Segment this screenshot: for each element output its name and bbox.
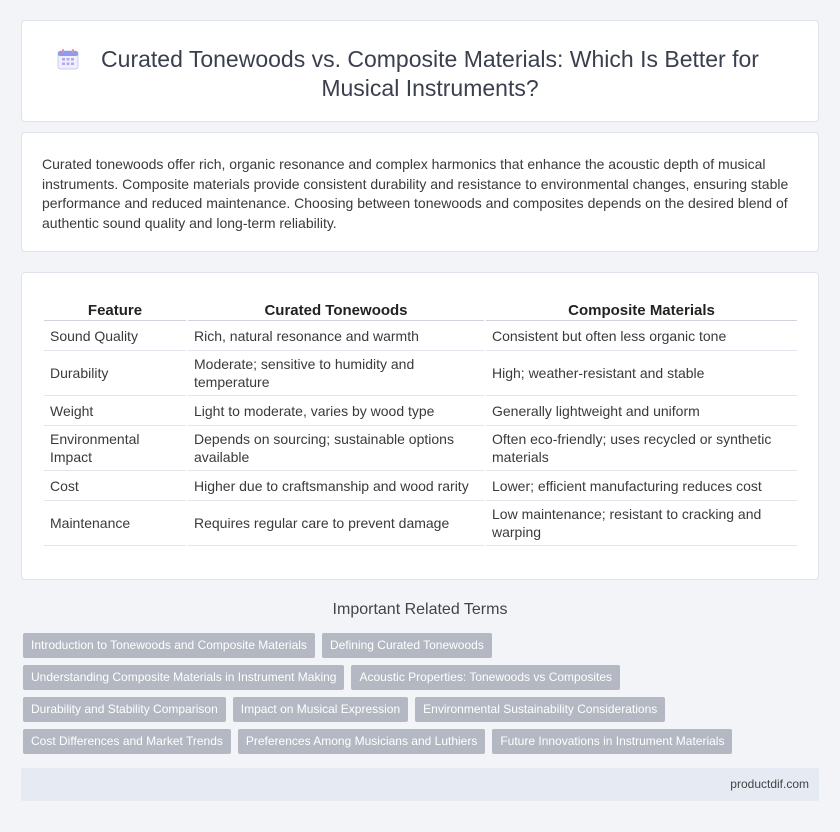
related-term-tag[interactable]: Future Innovations in Instrument Materials xyxy=(492,729,732,754)
related-term-tag[interactable]: Understanding Composite Materials in Instrument Making xyxy=(23,665,344,690)
table-header-row xyxy=(44,297,797,321)
row-feature: Weight xyxy=(44,396,186,426)
table-row xyxy=(44,426,797,471)
row-composites: Often eco-friendly; uses recycled or synthetic materials xyxy=(486,426,797,471)
table-row xyxy=(44,471,797,501)
row-feature: Sound Quality xyxy=(44,321,186,351)
row-feature: Environmental Impact xyxy=(44,426,186,471)
intro-paragraph: Curated tonewoods offer rich, organic resonance and complex harmonics that enhance the acoustic depth of musical instruments. Composite materials provide consistent durability and resistance to environmental changes, ensuring stable performance and reduced maintenance. Choosing between tonewoods and composites depends on the desired blend of authentic sound quality and long-term reliability. xyxy=(42,156,789,231)
related-term-tag[interactable]: Introduction to Tonewoods and Composite Materials xyxy=(23,633,315,658)
related-term-tag[interactable]: Impact on Musical Expression xyxy=(233,697,408,722)
row-composites: Lower; efficient manufacturing reduces cost xyxy=(486,471,797,501)
row-tonewoods: Moderate; sensitive to humidity and temperature xyxy=(188,351,484,396)
related-term-tag[interactable]: Preferences Among Musicians and Luthiers xyxy=(238,729,485,754)
related-term-tag[interactable]: Cost Differences and Market Trends xyxy=(23,729,231,754)
row-composites: High; weather-resistant and stable xyxy=(486,351,797,396)
header-feature: Feature xyxy=(44,297,186,321)
row-tonewoods: Depends on sourcing; sustainable options available xyxy=(188,426,484,471)
row-tonewoods: Higher due to craftsmanship and wood rarity xyxy=(188,471,484,501)
row-feature: Durability xyxy=(44,351,186,396)
table-row xyxy=(44,321,797,351)
row-tonewoods: Light to moderate, varies by wood type xyxy=(188,396,484,426)
table-row xyxy=(44,351,797,396)
related-term-tag[interactable]: Environmental Sustainability Considerations xyxy=(415,697,665,722)
intro-card xyxy=(21,132,819,252)
comparison-table xyxy=(42,297,799,546)
row-composites: Low maintenance; resistant to cracking and warping xyxy=(486,501,797,546)
footer-site-link[interactable]: productdif.com xyxy=(730,777,809,791)
row-composites: Consistent but often less organic tone xyxy=(486,321,797,351)
tag-row xyxy=(23,633,823,658)
row-feature: Cost xyxy=(44,471,186,501)
tag-row xyxy=(23,697,823,722)
row-feature: Maintenance xyxy=(44,501,186,546)
related-term-tag[interactable]: Durability and Stability Comparison xyxy=(23,697,226,722)
comparison-card xyxy=(21,272,819,580)
table-row xyxy=(44,396,797,426)
table-row xyxy=(44,501,797,546)
related-term-tag[interactable]: Defining Curated Tonewoods xyxy=(322,633,492,658)
row-composites: Generally lightweight and uniform xyxy=(486,396,797,426)
header-tonewoods: Curated Tonewoods xyxy=(188,297,484,321)
header-composites: Composite Materials xyxy=(486,297,797,321)
page-title: Curated Tonewoods vs. Composite Materials: Which Is Better for Musical Instruments? xyxy=(101,46,759,101)
row-tonewoods: Rich, natural resonance and warmth xyxy=(188,321,484,351)
tag-row xyxy=(23,729,823,754)
related-term-tag[interactable]: Acoustic Properties: Tonewoods vs Composites xyxy=(351,665,620,690)
row-tonewoods: Requires regular care to prevent damage xyxy=(188,501,484,546)
tag-row xyxy=(23,665,823,690)
related-terms-list xyxy=(23,633,823,761)
related-terms-title: Important Related Terms xyxy=(332,601,508,618)
title-card xyxy=(21,20,819,122)
footer xyxy=(21,768,819,801)
